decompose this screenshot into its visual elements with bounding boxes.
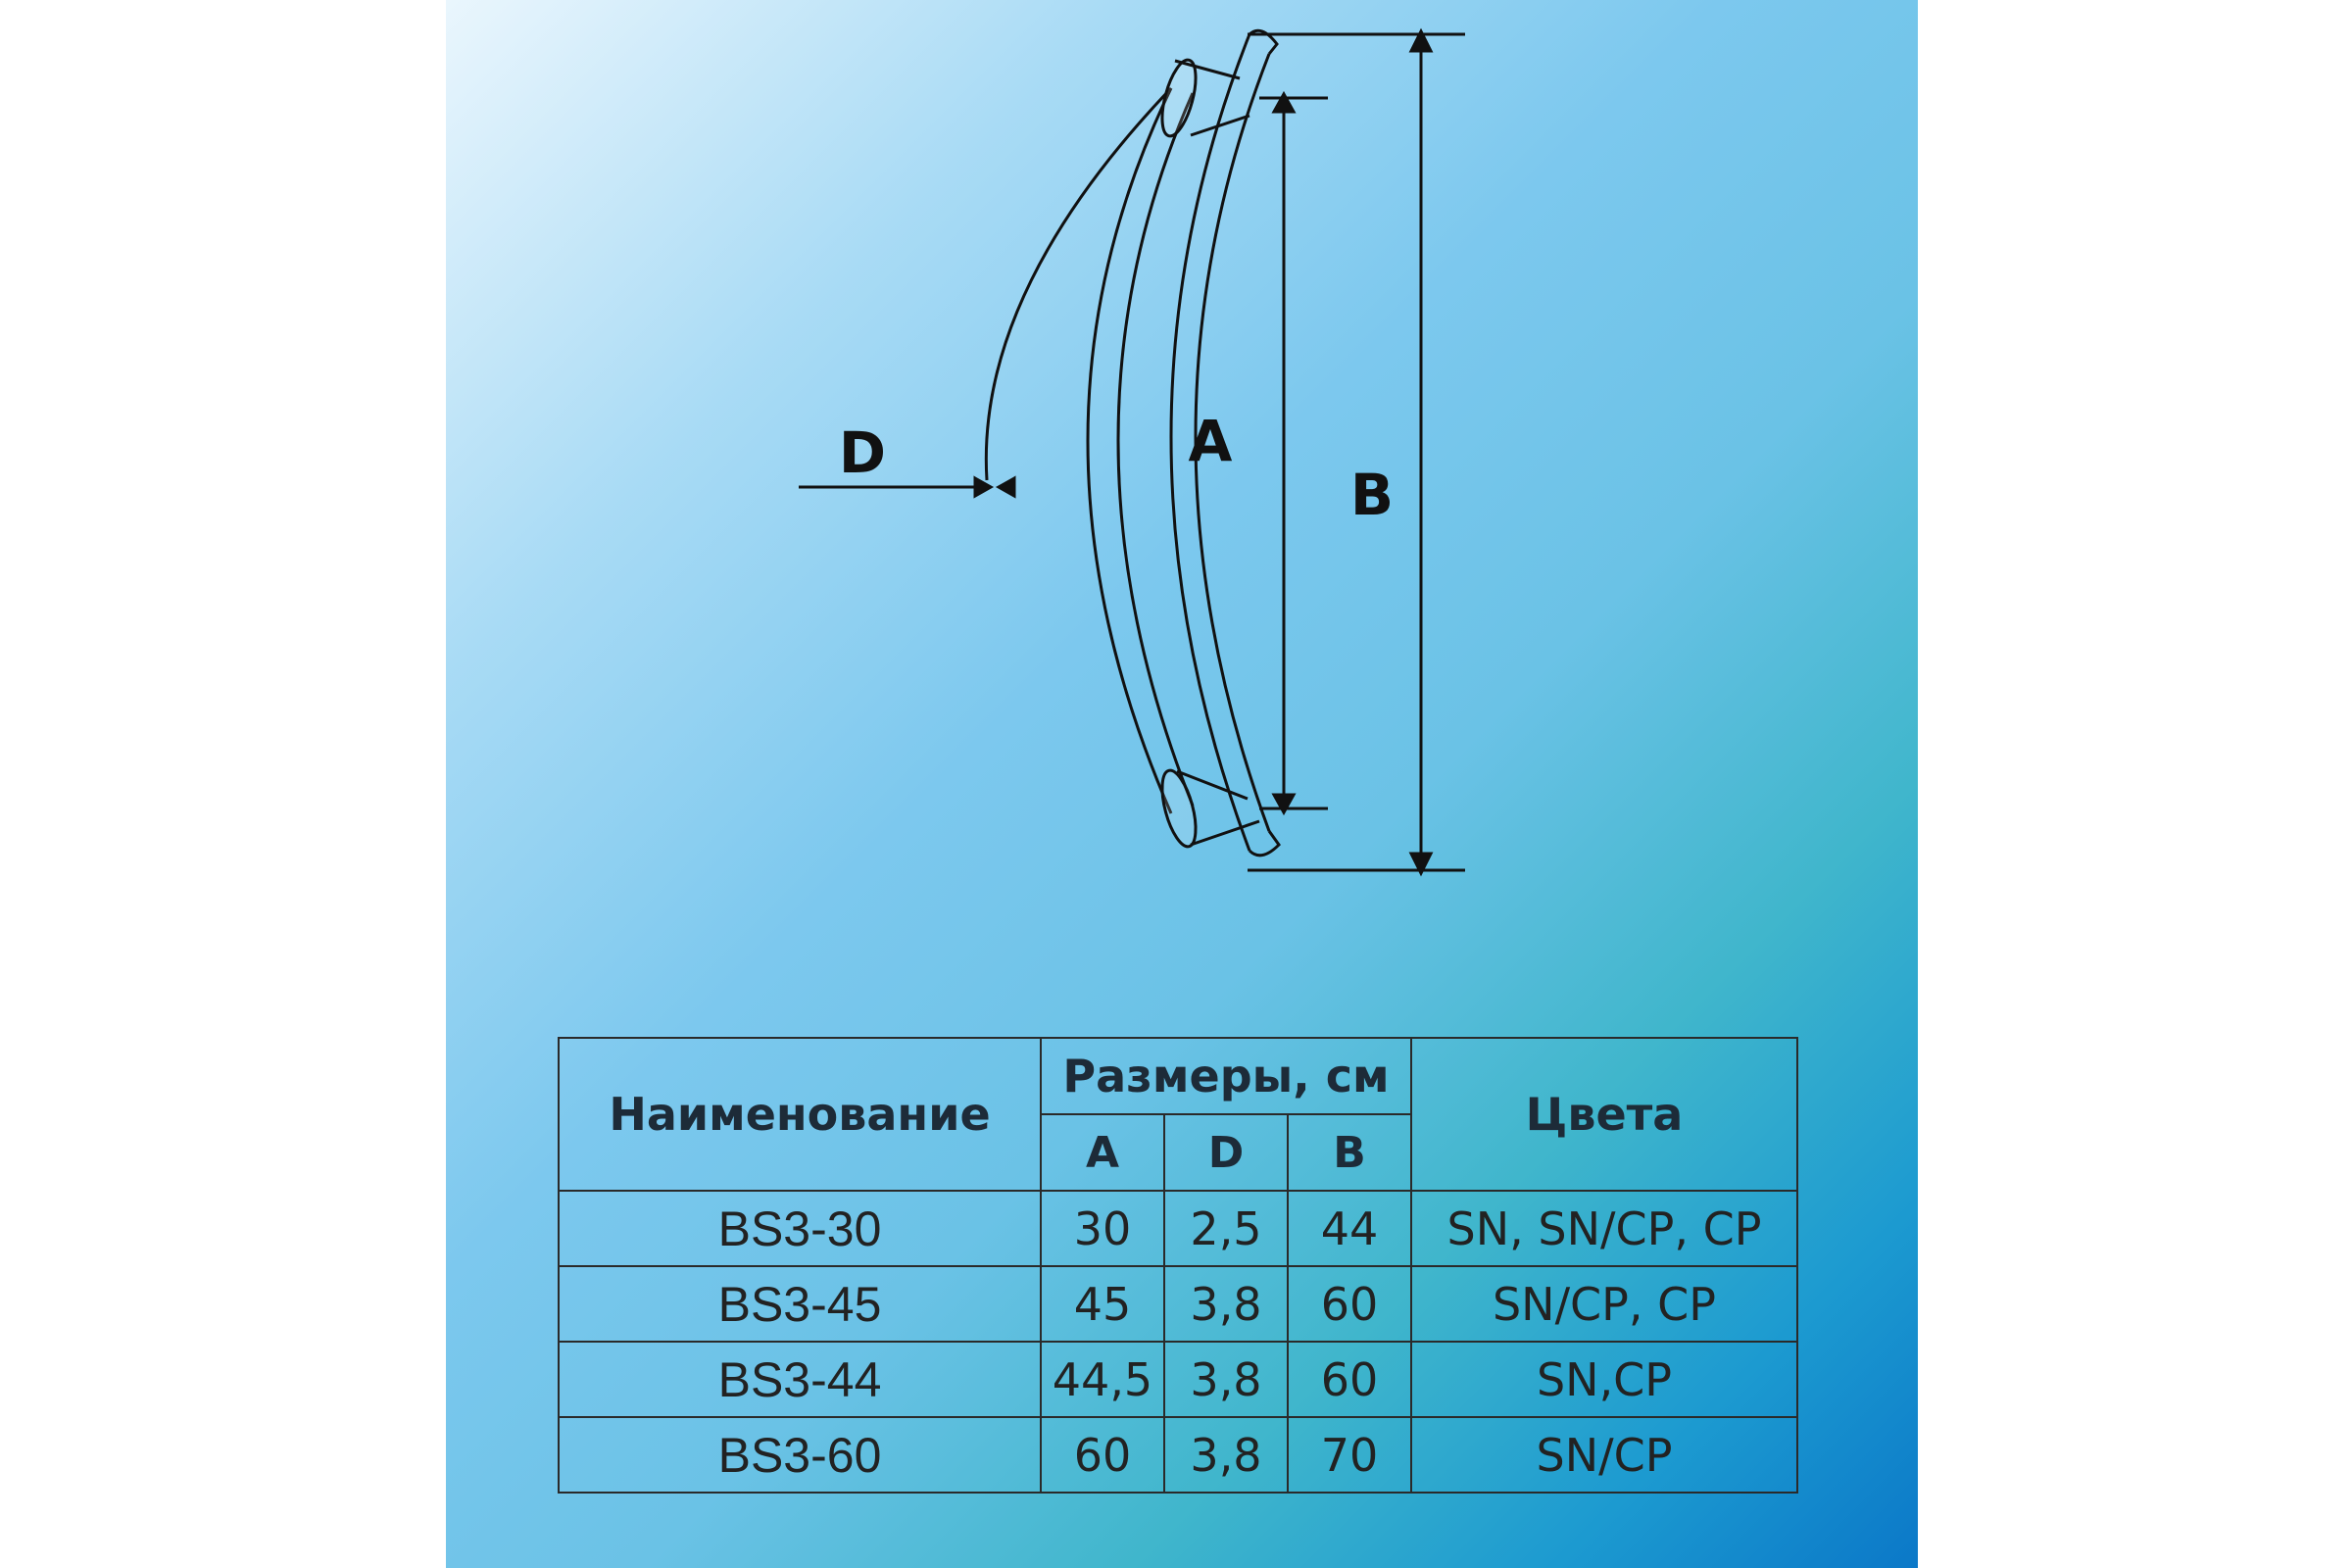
row-colors: SN, SN/CP, CP <box>1411 1191 1797 1266</box>
spec-table <box>558 1037 1798 1494</box>
header-colors: Цвета <box>1411 1038 1797 1191</box>
table-row <box>559 1191 1797 1266</box>
row-d: 3,8 <box>1164 1266 1288 1342</box>
row-b: 44 <box>1288 1191 1411 1266</box>
handle-rod <box>986 88 1193 813</box>
row-name: BS3-30 <box>559 1191 1041 1266</box>
label-a: A <box>1188 408 1233 474</box>
dimension-b <box>1248 31 1465 873</box>
row-colors: SN,CP <box>1411 1342 1797 1417</box>
handle-dimension-drawing <box>446 0 1918 980</box>
product-panel <box>446 0 1918 1568</box>
row-d: 3,8 <box>1164 1417 1288 1493</box>
table-row <box>559 1417 1797 1493</box>
header-name: Наименование <box>559 1038 1041 1191</box>
header-a: A <box>1041 1114 1164 1191</box>
header-b: B <box>1288 1114 1411 1191</box>
row-b: 70 <box>1288 1417 1411 1493</box>
header-d: D <box>1164 1114 1288 1191</box>
row-d: 2,5 <box>1164 1191 1288 1266</box>
row-colors: SN/CP <box>1411 1417 1797 1493</box>
row-colors: SN/CP, CP <box>1411 1266 1797 1342</box>
label-d: D <box>838 419 887 486</box>
row-a: 44,5 <box>1041 1342 1164 1417</box>
row-d: 3,8 <box>1164 1342 1288 1417</box>
row-a: 45 <box>1041 1266 1164 1342</box>
label-b: B <box>1349 462 1395 528</box>
table-header-row <box>559 1038 1797 1114</box>
table-row <box>559 1266 1797 1342</box>
dimension-d <box>799 478 1014 496</box>
row-b: 60 <box>1288 1342 1411 1417</box>
row-a: 60 <box>1041 1417 1164 1493</box>
table-row <box>559 1342 1797 1417</box>
row-name: BS3-60 <box>559 1417 1041 1493</box>
row-name: BS3-45 <box>559 1266 1041 1342</box>
row-name: BS3-44 <box>559 1342 1041 1417</box>
header-sizes: Размеры, см <box>1041 1038 1411 1114</box>
dimension-a <box>1259 94 1328 812</box>
row-b: 60 <box>1288 1266 1411 1342</box>
row-a: 30 <box>1041 1191 1164 1266</box>
